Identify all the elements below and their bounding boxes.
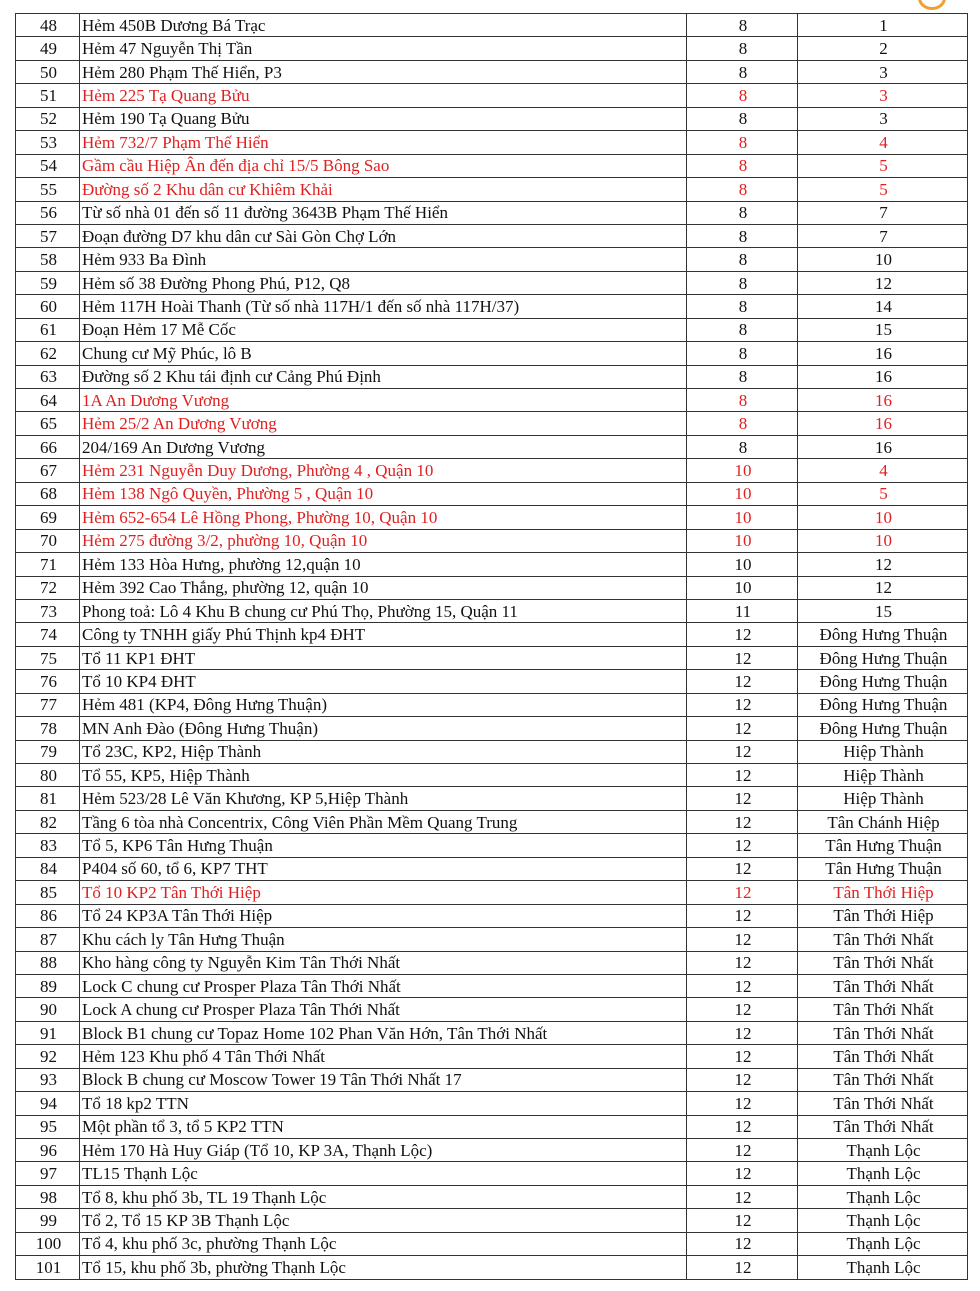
ward-cell: Đông Hưng Thuận xyxy=(798,693,968,716)
table-row xyxy=(16,412,968,435)
table-row xyxy=(16,717,968,740)
district-cell: 12 xyxy=(687,928,798,951)
row-number-cell: 53 xyxy=(16,131,80,154)
district-cell: 8 xyxy=(687,178,798,201)
address-cell: Gầm cầu Hiệp Ân đến địa chỉ 15/5 Bông Sao xyxy=(80,154,687,177)
ward-cell: 16 xyxy=(798,365,968,388)
ward-cell: Thạnh Lộc xyxy=(798,1209,968,1232)
district-cell: 12 xyxy=(687,740,798,763)
district-cell: 8 xyxy=(687,154,798,177)
ward-cell: Tân Thới Hiệp xyxy=(798,881,968,904)
table-row xyxy=(16,810,968,833)
ward-cell: Đông Hưng Thuận xyxy=(798,717,968,740)
district-cell: 12 xyxy=(687,623,798,646)
district-cell: 10 xyxy=(687,482,798,505)
address-cell: Hẻm 280 Phạm Thế Hiển, P3 xyxy=(80,60,687,83)
address-cell: Khu cách ly Tân Hưng Thuận xyxy=(80,928,687,951)
ward-cell: 16 xyxy=(798,342,968,365)
address-cell: Tổ 10 KP4 ĐHT xyxy=(80,670,687,693)
ward-cell: 7 xyxy=(798,224,968,247)
district-cell: 12 xyxy=(687,1185,798,1208)
table-row xyxy=(16,482,968,505)
address-cell: Tổ 55, KP5, Hiệp Thành xyxy=(80,764,687,787)
address-cell: Hẻm 133 Hòa Hưng, phường 12,quận 10 xyxy=(80,553,687,576)
district-cell: 12 xyxy=(687,646,798,669)
ward-cell: Thạnh Lộc xyxy=(798,1256,968,1279)
district-cell: 12 xyxy=(687,904,798,927)
ward-cell: Đông Hưng Thuận xyxy=(798,623,968,646)
table-row xyxy=(16,295,968,318)
district-cell: 8 xyxy=(687,248,798,271)
address-cell: Hẻm 652-654 Lê Hồng Phong, Phường 10, Quận 10 xyxy=(80,506,687,529)
address-cell: Hẻm 231 Nguyễn Duy Dương, Phường 4 , Quận 10 xyxy=(80,459,687,482)
address-cell: Tổ 8, khu phố 3b, TL 19 Thạnh Lộc xyxy=(80,1185,687,1208)
table-row xyxy=(16,529,968,552)
row-number-cell: 57 xyxy=(16,224,80,247)
row-number-cell: 49 xyxy=(16,37,80,60)
row-number-cell: 87 xyxy=(16,928,80,951)
address-cell: Đường số 2 Khu dân cư Khiêm Khải xyxy=(80,178,687,201)
district-cell: 12 xyxy=(687,1232,798,1255)
address-cell: MN Anh Đào (Đông Hưng Thuận) xyxy=(80,717,687,740)
ward-cell: Tân Hưng Thuận xyxy=(798,857,968,880)
ward-cell: 12 xyxy=(798,553,968,576)
address-cell: Hẻm 190 Tạ Quang Bửu xyxy=(80,107,687,130)
table-row xyxy=(16,459,968,482)
district-cell: 12 xyxy=(687,1068,798,1091)
address-cell: Hẻm 450B Dương Bá Trạc xyxy=(80,14,687,37)
row-number-cell: 59 xyxy=(16,271,80,294)
ward-cell: 16 xyxy=(798,412,968,435)
row-number-cell: 66 xyxy=(16,435,80,458)
district-cell: 12 xyxy=(687,834,798,857)
table-row xyxy=(16,764,968,787)
table-row xyxy=(16,1256,968,1279)
district-cell: 8 xyxy=(687,412,798,435)
address-cell: Đường số 2 Khu tái định cư Cảng Phú Định xyxy=(80,365,687,388)
row-number-cell: 63 xyxy=(16,365,80,388)
table-row xyxy=(16,623,968,646)
table-row xyxy=(16,201,968,224)
district-cell: 8 xyxy=(687,14,798,37)
table-row xyxy=(16,693,968,716)
row-number-cell: 93 xyxy=(16,1068,80,1091)
ward-cell: 14 xyxy=(798,295,968,318)
row-number-cell: 71 xyxy=(16,553,80,576)
district-cell: 10 xyxy=(687,576,798,599)
row-number-cell: 62 xyxy=(16,342,80,365)
district-cell: 12 xyxy=(687,764,798,787)
ward-cell: Tân Thới Nhất xyxy=(798,1115,968,1138)
row-number-cell: 83 xyxy=(16,834,80,857)
address-cell: Lock C chung cư Prosper Plaza Tân Thới Nhất xyxy=(80,974,687,997)
ward-cell: 10 xyxy=(798,529,968,552)
row-number-cell: 58 xyxy=(16,248,80,271)
ward-cell: Hiệp Thành xyxy=(798,787,968,810)
ward-cell: 4 xyxy=(798,131,968,154)
row-number-cell: 52 xyxy=(16,107,80,130)
table-row xyxy=(16,342,968,365)
ward-cell: Tân Thới Hiệp xyxy=(798,904,968,927)
table-row xyxy=(16,1209,968,1232)
ward-cell: 12 xyxy=(798,576,968,599)
table-row xyxy=(16,506,968,529)
district-cell: 8 xyxy=(687,318,798,341)
table-row xyxy=(16,365,968,388)
table-row xyxy=(16,787,968,810)
row-number-cell: 86 xyxy=(16,904,80,927)
address-cell: Công ty TNHH giấy Phú Thịnh kp4 ĐHT xyxy=(80,623,687,646)
district-cell: 10 xyxy=(687,553,798,576)
row-number-cell: 60 xyxy=(16,295,80,318)
address-cell: Hẻm 481 (KP4, Đông Hưng Thuận) xyxy=(80,693,687,716)
ward-cell: Tân Thới Nhất xyxy=(798,1092,968,1115)
address-cell: Hẻm 732/7 Phạm Thế Hiển xyxy=(80,131,687,154)
ward-cell: Đông Hưng Thuận xyxy=(798,670,968,693)
table-row xyxy=(16,974,968,997)
address-cell: Hẻm 25/2 An Dương Vương xyxy=(80,412,687,435)
district-cell: 8 xyxy=(687,107,798,130)
address-cell: 1A An Dương Vương xyxy=(80,389,687,412)
ward-cell: 4 xyxy=(798,459,968,482)
address-cell: Tổ 18 kp2 TTN xyxy=(80,1092,687,1115)
address-cell: Hẻm 138 Ngô Quyền, Phường 5 , Quận 10 xyxy=(80,482,687,505)
ward-cell: Thạnh Lộc xyxy=(798,1232,968,1255)
address-cell: Tổ 5, KP6 Tân Hưng Thuận xyxy=(80,834,687,857)
district-cell: 12 xyxy=(687,974,798,997)
table-row xyxy=(16,857,968,880)
district-cell: 8 xyxy=(687,224,798,247)
row-number-cell: 74 xyxy=(16,623,80,646)
ward-cell: Tân Thới Nhất xyxy=(798,1068,968,1091)
row-number-cell: 100 xyxy=(16,1232,80,1255)
ward-cell: Hiệp Thành xyxy=(798,764,968,787)
row-number-cell: 50 xyxy=(16,60,80,83)
district-cell: 12 xyxy=(687,693,798,716)
ward-cell: 3 xyxy=(798,84,968,107)
ward-cell: Thạnh Lộc xyxy=(798,1162,968,1185)
table-row xyxy=(16,271,968,294)
address-cell: Hẻm 392 Cao Thắng, phường 12, quận 10 xyxy=(80,576,687,599)
table-row xyxy=(16,1139,968,1162)
district-cell: 12 xyxy=(687,1256,798,1279)
table-row xyxy=(16,1162,968,1185)
row-number-cell: 51 xyxy=(16,84,80,107)
table-row xyxy=(16,107,968,130)
address-cell: Tổ 23C, KP2, Hiệp Thành xyxy=(80,740,687,763)
table-row xyxy=(16,389,968,412)
ward-cell: Thạnh Lộc xyxy=(798,1185,968,1208)
table-row xyxy=(16,1068,968,1091)
row-number-cell: 65 xyxy=(16,412,80,435)
address-cell: Tổ 24 KP3A Tân Thới Hiệp xyxy=(80,904,687,927)
address-cell: Tổ 11 KP1 ĐHT xyxy=(80,646,687,669)
district-cell: 12 xyxy=(687,670,798,693)
ward-cell: 5 xyxy=(798,178,968,201)
row-number-cell: 69 xyxy=(16,506,80,529)
row-number-cell: 98 xyxy=(16,1185,80,1208)
district-cell: 12 xyxy=(687,857,798,880)
address-cell: Tổ 4, khu phố 3c, phường Thạnh Lộc xyxy=(80,1232,687,1255)
address-cell: P404 số 60, tổ 6, KP7 THT xyxy=(80,857,687,880)
address-cell: Hẻm 225 Tạ Quang Bửu xyxy=(80,84,687,107)
district-cell: 12 xyxy=(687,787,798,810)
ward-cell: Thạnh Lộc xyxy=(798,1139,968,1162)
ward-cell: 2 xyxy=(798,37,968,60)
district-cell: 8 xyxy=(687,342,798,365)
row-number-cell: 73 xyxy=(16,599,80,622)
row-number-cell: 72 xyxy=(16,576,80,599)
table-row xyxy=(16,1232,968,1255)
district-cell: 12 xyxy=(687,1162,798,1185)
table-row xyxy=(16,951,968,974)
table-row xyxy=(16,740,968,763)
ward-cell: 16 xyxy=(798,389,968,412)
table-row xyxy=(16,881,968,904)
table-row xyxy=(16,178,968,201)
ward-cell: 16 xyxy=(798,435,968,458)
table-row xyxy=(16,131,968,154)
row-number-cell: 56 xyxy=(16,201,80,224)
row-number-cell: 64 xyxy=(16,389,80,412)
district-cell: 8 xyxy=(687,295,798,318)
row-number-cell: 99 xyxy=(16,1209,80,1232)
row-number-cell: 90 xyxy=(16,998,80,1021)
district-cell: 12 xyxy=(687,881,798,904)
table-row xyxy=(16,224,968,247)
ward-cell: 3 xyxy=(798,107,968,130)
ward-cell: Hiệp Thành xyxy=(798,740,968,763)
row-number-cell: 88 xyxy=(16,951,80,974)
district-cell: 8 xyxy=(687,131,798,154)
ward-cell: 15 xyxy=(798,318,968,341)
table-row xyxy=(16,318,968,341)
district-cell: 8 xyxy=(687,271,798,294)
district-cell: 12 xyxy=(687,951,798,974)
address-cell: Hẻm 170 Hà Huy Giáp (Tổ 10, KP 3A, Thạnh Lộc) xyxy=(80,1139,687,1162)
address-cell: Hẻm 275 đường 3/2, phường 10, Quận 10 xyxy=(80,529,687,552)
row-number-cell: 91 xyxy=(16,1021,80,1044)
address-cell: Tổ 10 KP2 Tân Thới Hiệp xyxy=(80,881,687,904)
address-cell: Block B1 chung cư Topaz Home 102 Phan Văn Hớn, Tân Thới Nhất xyxy=(80,1021,687,1044)
ward-cell: 12 xyxy=(798,271,968,294)
ward-cell: Tân Hưng Thuận xyxy=(798,834,968,857)
ward-cell: 1 xyxy=(798,14,968,37)
ward-cell: Tân Thới Nhất xyxy=(798,1021,968,1044)
row-number-cell: 82 xyxy=(16,810,80,833)
address-cell: Một phần tổ 3, tổ 5 KP2 TTN xyxy=(80,1115,687,1138)
district-cell: 8 xyxy=(687,84,798,107)
row-number-cell: 95 xyxy=(16,1115,80,1138)
address-cell: Hẻm 933 Ba Đình xyxy=(80,248,687,271)
table-row xyxy=(16,928,968,951)
district-cell: 8 xyxy=(687,435,798,458)
district-cell: 12 xyxy=(687,1209,798,1232)
district-cell: 8 xyxy=(687,365,798,388)
ward-cell: Tân Chánh Hiệp xyxy=(798,810,968,833)
row-number-cell: 75 xyxy=(16,646,80,669)
table-row xyxy=(16,998,968,1021)
address-cell: 204/169 An Dương Vương xyxy=(80,435,687,458)
district-cell: 12 xyxy=(687,810,798,833)
address-cell: Phong toả: Lô 4 Khu B chung cư Phú Thọ, Phường 15, Quận 11 xyxy=(80,599,687,622)
ward-cell: 10 xyxy=(798,248,968,271)
district-cell: 8 xyxy=(687,37,798,60)
district-cell: 12 xyxy=(687,998,798,1021)
district-cell: 8 xyxy=(687,201,798,224)
row-number-cell: 97 xyxy=(16,1162,80,1185)
address-cell: Hẻm 47 Nguyễn Thị Tần xyxy=(80,37,687,60)
table-row xyxy=(16,576,968,599)
table-row xyxy=(16,599,968,622)
district-cell: 12 xyxy=(687,1045,798,1068)
district-cell: 12 xyxy=(687,1021,798,1044)
ward-cell: 5 xyxy=(798,154,968,177)
table-row xyxy=(16,84,968,107)
district-cell: 10 xyxy=(687,506,798,529)
address-cell: Hẻm 117H Hoài Thanh (Từ số nhà 117H/1 đến số nhà 117H/37) xyxy=(80,295,687,318)
row-number-cell: 76 xyxy=(16,670,80,693)
table-row xyxy=(16,37,968,60)
table-row xyxy=(16,553,968,576)
ward-cell: 10 xyxy=(798,506,968,529)
ward-cell: 7 xyxy=(798,201,968,224)
address-cell: TL15 Thạnh Lộc xyxy=(80,1162,687,1185)
row-number-cell: 55 xyxy=(16,178,80,201)
address-cell: Hẻm 523/28 Lê Văn Khương, KP 5,Hiệp Thành xyxy=(80,787,687,810)
district-cell: 11 xyxy=(687,599,798,622)
row-number-cell: 78 xyxy=(16,717,80,740)
row-number-cell: 94 xyxy=(16,1092,80,1115)
ward-cell: 3 xyxy=(798,60,968,83)
corner-logo-fragment xyxy=(918,0,946,10)
district-cell: 8 xyxy=(687,389,798,412)
ward-cell: Tân Thới Nhất xyxy=(798,974,968,997)
table-row xyxy=(16,14,968,37)
row-number-cell: 61 xyxy=(16,318,80,341)
row-number-cell: 79 xyxy=(16,740,80,763)
district-cell: 12 xyxy=(687,1139,798,1162)
row-number-cell: 77 xyxy=(16,693,80,716)
ward-cell: Tân Thới Nhất xyxy=(798,951,968,974)
lockdown-locations-table xyxy=(15,13,968,1280)
ward-cell: Tân Thới Nhất xyxy=(798,1045,968,1068)
table-row xyxy=(16,248,968,271)
table-row xyxy=(16,1185,968,1208)
table-row xyxy=(16,834,968,857)
district-cell: 12 xyxy=(687,717,798,740)
table-row xyxy=(16,435,968,458)
ward-cell: Tân Thới Nhất xyxy=(798,928,968,951)
row-number-cell: 89 xyxy=(16,974,80,997)
address-cell: Từ số nhà 01 đến số 11 đường 3643B Phạm Thế Hiển xyxy=(80,201,687,224)
address-cell: Đoạn Hẻm 17 Mễ Cốc xyxy=(80,318,687,341)
table-row xyxy=(16,1021,968,1044)
row-number-cell: 48 xyxy=(16,14,80,37)
district-cell: 8 xyxy=(687,60,798,83)
row-number-cell: 84 xyxy=(16,857,80,880)
table-row xyxy=(16,670,968,693)
district-cell: 10 xyxy=(687,529,798,552)
ward-cell: 5 xyxy=(798,482,968,505)
address-cell: Đoạn đường D7 khu dân cư Sài Gòn Chợ Lớn xyxy=(80,224,687,247)
address-cell: Chung cư Mỹ Phúc, lô B xyxy=(80,342,687,365)
row-number-cell: 96 xyxy=(16,1139,80,1162)
table-row xyxy=(16,1045,968,1068)
district-cell: 12 xyxy=(687,1115,798,1138)
row-number-cell: 67 xyxy=(16,459,80,482)
address-cell: Hẻm số 38 Đường Phong Phú, P12, Q8 xyxy=(80,271,687,294)
row-number-cell: 85 xyxy=(16,881,80,904)
row-number-cell: 81 xyxy=(16,787,80,810)
address-cell: Tầng 6 tòa nhà Concentrix, Công Viên Phần Mềm Quang Trung xyxy=(80,810,687,833)
row-number-cell: 80 xyxy=(16,764,80,787)
table-row xyxy=(16,154,968,177)
address-cell: Hẻm 123 Khu phố 4 Tân Thới Nhất xyxy=(80,1045,687,1068)
row-number-cell: 70 xyxy=(16,529,80,552)
row-number-cell: 54 xyxy=(16,154,80,177)
district-cell: 12 xyxy=(687,1092,798,1115)
table-row xyxy=(16,1092,968,1115)
row-number-cell: 92 xyxy=(16,1045,80,1068)
table-row xyxy=(16,1115,968,1138)
address-cell: Lock A chung cư Prosper Plaza Tân Thới Nhất xyxy=(80,998,687,1021)
address-cell: Block B chung cư Moscow Tower 19 Tân Thới Nhất 17 xyxy=(80,1068,687,1091)
table-row xyxy=(16,646,968,669)
district-cell: 10 xyxy=(687,459,798,482)
ward-cell: 15 xyxy=(798,599,968,622)
address-cell: Kho hàng công ty Nguyễn Kim Tân Thới Nhất xyxy=(80,951,687,974)
table-row xyxy=(16,904,968,927)
ward-cell: Tân Thới Nhất xyxy=(798,998,968,1021)
address-cell: Tổ 15, khu phố 3b, phường Thạnh Lộc xyxy=(80,1256,687,1279)
ward-cell: Đông Hưng Thuận xyxy=(798,646,968,669)
table-body xyxy=(16,14,968,1280)
row-number-cell: 101 xyxy=(16,1256,80,1279)
row-number-cell: 68 xyxy=(16,482,80,505)
table-row xyxy=(16,60,968,83)
address-cell: Tổ 2, Tổ 15 KP 3B Thạnh Lộc xyxy=(80,1209,687,1232)
